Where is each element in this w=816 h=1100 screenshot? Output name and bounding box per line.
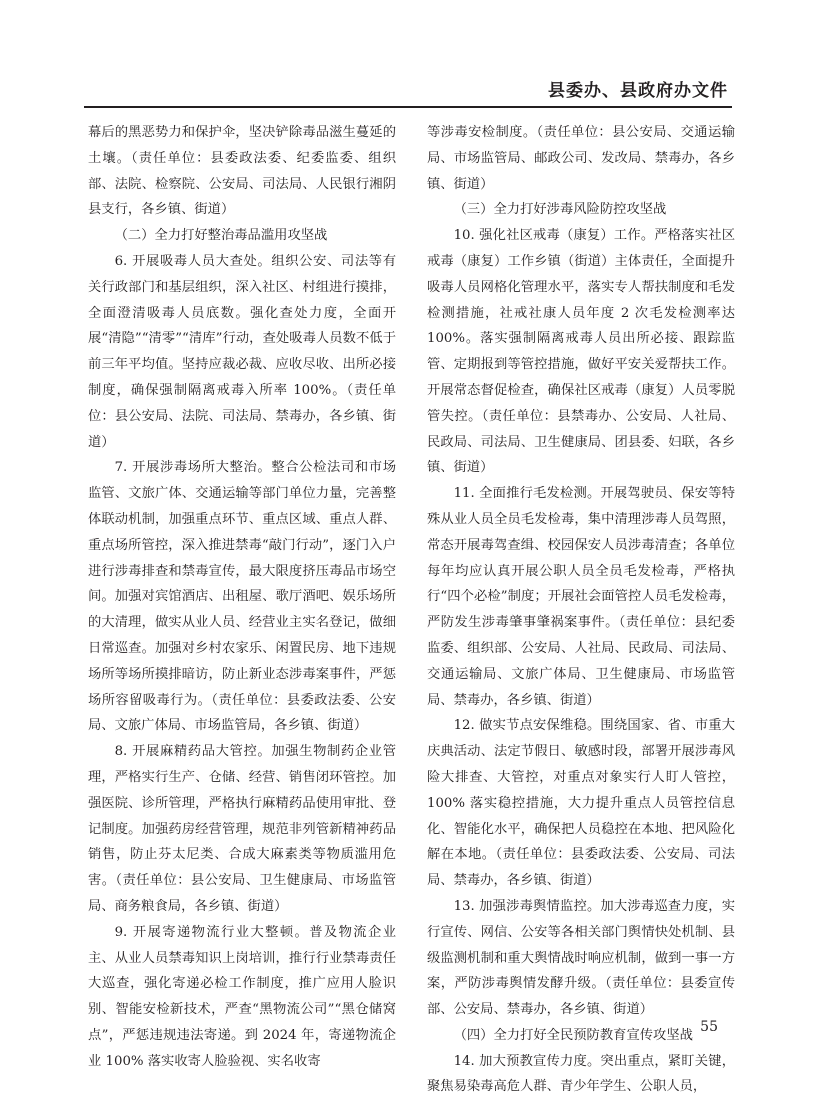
- section-heading: （二）全力打好整治毒品滥用攻坚战: [114, 228, 328, 244]
- section-heading: （三）全力打好涉毒风险防控攻坚战: [453, 202, 667, 218]
- header-rule: [84, 106, 732, 108]
- paragraph: 等涉毒安检制度。（责任单位：县公安局、交通运输局、市场监管局、邮政公司、发改局、禁毒办，各乡镇、街道）: [427, 125, 735, 192]
- paragraph: 6. 开展吸毒人员大查处。组织公安、司法等有关行政部门和基层组织，深入社区、村组进行摸排，全面澄清吸毒人员底数。强化查处力度，全面开展“清隐”“清零”“清库”行动，查处吸毒人员数不低于前三年平均值。坚持应裁必裁、应收尽收、出所必接制度，确保强制隔离戒毒入所率 100%。（责任单位：县公安局、法院、司法局、禁毒办，各乡镇、街道）: [88, 253, 396, 450]
- left-column: [88, 120, 396, 1069]
- paragraph: 7. 开展涉毒场所大整治。整合公检法司和市场监管、文旅广体、交通运输等部门单位力量，完善整体联动机制，加强重点环节、重点区域、重点人群、重点场所管控，深入推进禁毒“敲门行动”，逐门入户进行涉毒排查和禁毒宣传，最大限度挤压毒品市场空间。加强对宾馆酒店、出租屋、歌厅酒吧、娱乐场所的大清理，做实从业人员、经营业主实名登记，做细日常巡查。加强对乡村农家乐、闲置民房、地下违规场所等场所摸排暗访，防止新业态涉毒案事件，严惩场所容留吸毒行为。（责任单位：县委政法委、公安局、文旅广体局、市场监管局，各乡镇、街道）: [88, 460, 396, 734]
- section-heading: （四）全力打好全民预防教育宣传攻坚战: [453, 1027, 693, 1043]
- running-header-title: 县委办、县政府办文件: [548, 81, 728, 101]
- paragraph: 14. 加大预教宣传力度。突出重点，紧盯关键，聚焦易染毒高危人群、青少年学生、公职人员，: [427, 1053, 735, 1095]
- page-number: 55: [700, 1019, 718, 1035]
- paragraph: 11. 全面推行毛发检测。开展驾驶员、保安等特殊从业人员全员毛发检毒，集中清理涉毒人员驾照，常态开展毒驾查缉、校园保安人员涉毒清查；各单位每年均应认真开展公职人员全员毛发检毒，严格执行“四个必检”制度；开展社会面管控人员毛发检毒，严防发生涉毒肇事肇祸案事件。（责任单位：县纪委监委、组织部、公安局、人社局、民政局、司法局、交通运输局、文旅广体局、卫生健康局、市场监管局、禁毒办，各乡镇、街道）: [427, 486, 735, 708]
- paragraph: 10. 强化社区戒毒（康复）工作。严格落实社区戒毒（康复）工作乡镇（街道）主体责任，全面提升吸毒人员网格化管理水平，落实专人帮扶制度和毛发检测措施，社戒社康人员年度 2 次毛发检测率达 100%。落实强制隔离戒毒人员出所必接、跟踪监管、定期报到等管控措施，做好平安关爱帮扶工作。开展常态督促检查，确保社区戒毒（康复）人员零脱管失控。（责任单位：县禁毒办、公安局、人社局、民政局、司法局、卫生健康局、团县委、妇联，各乡镇、街道）: [427, 228, 735, 476]
- paragraph: 12. 做实节点安保维稳。围绕国家、省、市重大庆典活动、法定节假日、敏感时段，部署开展涉毒风险大排查、大管控，对重点对象实行人盯人管控，100% 落实稳控措施，大力提升重点人员管控信息化、智能化水平，确保把人员稳控在本地、把风险化解在本地。（责任单位：县委政法委、公安局、司法局、禁毒办，各乡镇、街道）: [427, 718, 735, 889]
- paragraph: 9. 开展寄递物流行业大整顿。普及物流企业主、从业人员禁毒知识上岗培训，推行行业禁毒责任大巡查，强化寄递必检工作制度，推广应用人脸识别、智能安检新技术，严查“黑物流公司”“黑仓储窝点”，严惩违规违法寄递。到 2024 年，寄递物流企业 100% 落实收寄人脸验视、实名收寄: [88, 924, 396, 1069]
- paragraph: 8. 开展麻精药品大管控。加强生物制药企业管理，严格实行生产、仓储、经营、销售闭环管控。加强医院、诊所管理，严格执行麻精药品使用审批、登记制度。加强药房经营管理，规范非列管新精神药品销售，防止芬太尼类、合成大麻素类等物质滥用危害。（责任单位：县公安局、卫生健康局、市场监管局、商务粮食局，各乡镇、街道）: [88, 744, 396, 914]
- paragraph: 13. 加强涉毒舆情监控。加大涉毒巡查力度，实行宣传、网信、公安等各相关部门舆情快处机制、县级监测机制和重大舆情战时响应机制，做到一事一方案，严防涉毒舆情发酵升级。（责任单位：县委宣传部、公安局、禁毒办，各乡镇、街道）: [427, 898, 735, 1018]
- paragraph: 幕后的黑恶势力和保护伞，坚决铲除毒品滋生蔓延的土壤。（责任单位：县委政法委、纪委监委、组织部、法院、检察院、公安局、司法局、人民银行湘阴县支行，各乡镇、街道）: [88, 125, 396, 218]
